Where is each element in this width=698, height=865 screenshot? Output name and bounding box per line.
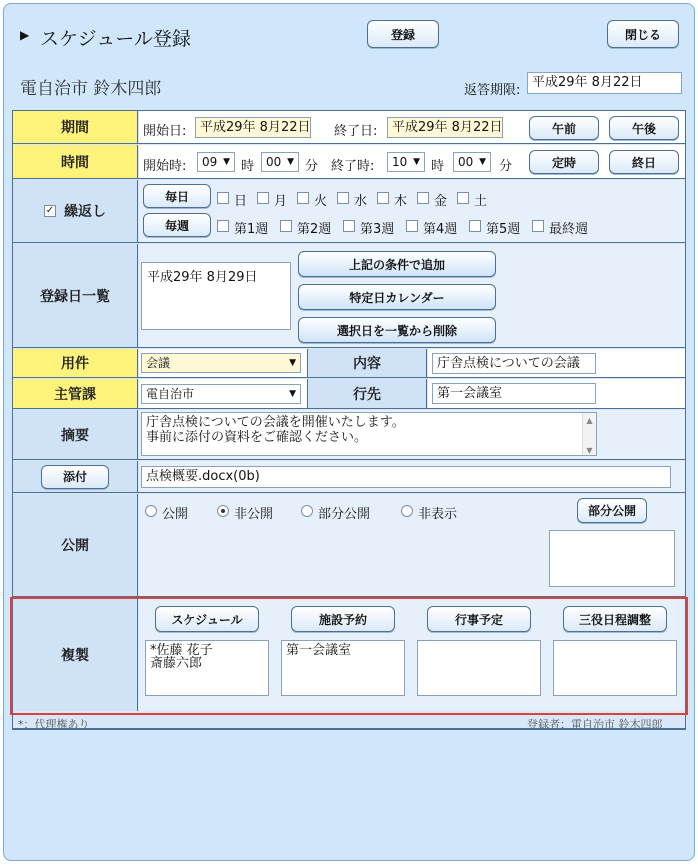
week-label-2: 第3週	[360, 222, 395, 237]
registered-dates-label: 登録日一覧	[13, 244, 138, 347]
dept-label: 主管課	[13, 379, 138, 408]
end-time-label: 終了時:	[331, 159, 375, 174]
deadline-field[interactable]: 平成29年 8月22日	[527, 72, 682, 94]
dept-select-cell	[139, 379, 307, 408]
checkbox-week-3[interactable]	[406, 220, 418, 232]
week-label-3: 第4週	[423, 222, 458, 237]
publish-option-label-1: 非公開	[234, 507, 274, 522]
summary-line-1: 庁舎点検についての会議を開催いたします。	[146, 415, 405, 430]
end-date-label: 終了日:	[334, 124, 378, 139]
chevron-down-icon: ▼	[413, 157, 420, 167]
attachment-label-cell	[13, 461, 138, 492]
start-minute-select[interactable]: 00 ▼	[261, 152, 299, 172]
business-row	[13, 349, 685, 378]
checkbox-week-1[interactable]	[280, 220, 292, 232]
copy-button-3[interactable]: 三役日程調整	[563, 606, 667, 632]
destination-cell	[428, 379, 685, 408]
checkbox-day-0[interactable]	[217, 192, 229, 204]
day-label-2: 火	[314, 194, 328, 209]
repeat-label-cell	[13, 180, 138, 242]
registrant-label: 登録者：電自治市 鈴木四郎	[527, 718, 663, 731]
facility-list-item[interactable]: 第一会議室	[286, 643, 352, 658]
dept-select[interactable]: 電自治市 ▼	[141, 384, 301, 404]
registered-dates-list[interactable]	[141, 262, 291, 330]
attachment-body	[139, 461, 685, 492]
week-label-0: 第1週	[234, 222, 269, 237]
business-select-cell	[139, 349, 307, 377]
daily-button[interactable]: 毎日	[143, 184, 211, 208]
schedule-list-item[interactable]: *佐藤 花子	[150, 643, 213, 658]
publish-option-label-0: 公開	[162, 507, 189, 522]
checkbox-day-5[interactable]	[417, 192, 429, 204]
chevron-down-icon: ▼	[287, 157, 294, 167]
repeat-label: 繰返し	[64, 204, 106, 220]
close-button[interactable]: 閉じる	[607, 20, 679, 48]
publish-radio-1[interactable]	[217, 505, 229, 517]
checkbox-week-2[interactable]	[343, 220, 355, 232]
registered-date-item[interactable]: 平成29年 8月29日	[147, 270, 258, 285]
end-minute-select[interactable]: 00 ▼	[453, 152, 491, 172]
fixed-time-button[interactable]: 定時	[529, 150, 599, 174]
week-label-4: 第5週	[486, 222, 521, 237]
registered-dates-body	[139, 244, 685, 347]
chevron-down-icon: ▼	[289, 389, 296, 399]
week-label-5: 最終週	[549, 222, 589, 237]
registered-dates-row	[13, 244, 685, 348]
summary-body	[139, 410, 685, 459]
user-name: 電自治市 鈴木四郎	[20, 79, 162, 99]
pm-button[interactable]: 午後	[609, 116, 679, 140]
title-arrow-icon: ▶	[20, 28, 30, 42]
registered-dates-items	[147, 266, 285, 285]
day-label-5: 金	[434, 194, 448, 209]
day-label-4: 木	[394, 194, 408, 209]
add-by-condition-button[interactable]: 上記の条件で追加	[298, 251, 496, 277]
repeat-body	[139, 180, 685, 242]
attachment-row	[13, 461, 685, 493]
checkbox-day-3[interactable]	[337, 192, 349, 204]
week-label-1: 第2週	[297, 222, 332, 237]
publish-row	[13, 494, 685, 597]
partial-publish-list[interactable]	[549, 530, 675, 587]
start-date-field[interactable]: 平成29年 8月22日	[195, 117, 311, 138]
end-minute-unit: 分	[499, 159, 513, 174]
checkbox-week-0[interactable]	[217, 220, 229, 232]
checkbox-day-6[interactable]	[457, 192, 469, 204]
summary-textarea[interactable]	[141, 412, 597, 456]
footer-divider	[12, 728, 686, 729]
publish-option-label-2: 部分公開	[318, 507, 371, 522]
checkbox-week-5[interactable]	[532, 220, 544, 232]
day-label-0: 日	[234, 194, 248, 209]
specific-date-calendar-button[interactable]: 特定日カレンダー	[298, 284, 496, 310]
publish-option-label-3: 非表示	[418, 507, 458, 522]
publish-body	[139, 494, 685, 596]
destination-field[interactable]: 第一会議室	[432, 383, 596, 404]
copy-section-highlight	[10, 597, 688, 715]
period-label: 期間	[13, 111, 138, 143]
publish-radio-0[interactable]	[145, 505, 157, 517]
page-title: スケジュール登録	[40, 28, 191, 50]
start-minute-unit: 分	[305, 159, 319, 174]
am-button[interactable]: 午前	[529, 116, 599, 140]
copy-button-0[interactable]: スケジュール	[155, 606, 259, 632]
content-label: 内容	[307, 349, 427, 377]
attachment-field[interactable]: 点検概要.docx(0b)	[141, 466, 671, 488]
publish-radio-2[interactable]	[301, 505, 313, 517]
copy-label: 複製	[13, 598, 138, 711]
summary-scrollbar[interactable]: ▲ ▼	[582, 413, 596, 455]
end-date-field[interactable]: 平成29年 8月22日	[387, 117, 503, 138]
summary-row	[13, 410, 685, 460]
publish-label: 公開	[13, 494, 138, 596]
day-label-6: 土	[474, 194, 488, 209]
weekly-button[interactable]: 毎週	[143, 213, 211, 237]
day-label-3: 水	[354, 194, 368, 209]
repeat-row	[13, 180, 685, 243]
checkbox-week-4[interactable]	[469, 220, 481, 232]
chevron-down-icon: ▼	[223, 157, 230, 167]
time-label: 時間	[13, 145, 138, 178]
copy-button-1[interactable]: 施設予約	[291, 606, 395, 632]
start-time-label: 開始時:	[143, 159, 187, 174]
checkbox-day-1[interactable]	[257, 192, 269, 204]
all-day-button[interactable]: 終日	[609, 150, 679, 174]
repeat-checkbox[interactable]: ✓	[45, 205, 55, 216]
chevron-down-icon: ▼	[289, 358, 296, 368]
content-field[interactable]: 庁舎点検についての会議	[432, 353, 596, 374]
end-hour-select[interactable]: 10 ▼	[387, 152, 425, 172]
partial-publish-button[interactable]: 部分公開	[577, 498, 647, 523]
period-body	[139, 111, 685, 143]
start-hour-select[interactable]: 09 ▼	[197, 152, 235, 172]
register-button[interactable]: 登録	[367, 20, 439, 48]
copy-button-2[interactable]: 行事予定	[427, 606, 531, 632]
checkbox-day-4[interactable]	[377, 192, 389, 204]
day-label-1: 月	[274, 194, 288, 209]
time-row	[13, 145, 685, 179]
end-hour-unit: 時	[431, 159, 445, 174]
remove-selected-button[interactable]: 選択日を一覧から削除	[298, 317, 496, 343]
period-row	[13, 111, 685, 144]
start-hour-unit: 時	[241, 159, 255, 174]
deadline-label: 返答期限:	[464, 83, 521, 98]
summary-label: 摘要	[13, 410, 138, 459]
destination-label: 行先	[307, 379, 427, 408]
business-select[interactable]: 会議 ▼	[141, 353, 301, 373]
dept-row	[13, 379, 685, 409]
publish-radio-3[interactable]	[401, 505, 413, 517]
content-cell	[428, 349, 685, 377]
schedule-list-item[interactable]: 斎藤六郎	[150, 656, 203, 671]
summary-line-2: 事前に添付の資料をご確認ください。	[146, 430, 368, 445]
checkbox-day-2[interactable]	[297, 192, 309, 204]
start-date-label: 開始日:	[143, 124, 187, 139]
chevron-down-icon: ▼	[479, 157, 486, 167]
attach-button[interactable]: 添付	[41, 465, 109, 489]
time-body	[139, 145, 685, 178]
business-label: 用件	[13, 349, 138, 377]
proxy-note: *：代理権あり	[18, 718, 90, 731]
